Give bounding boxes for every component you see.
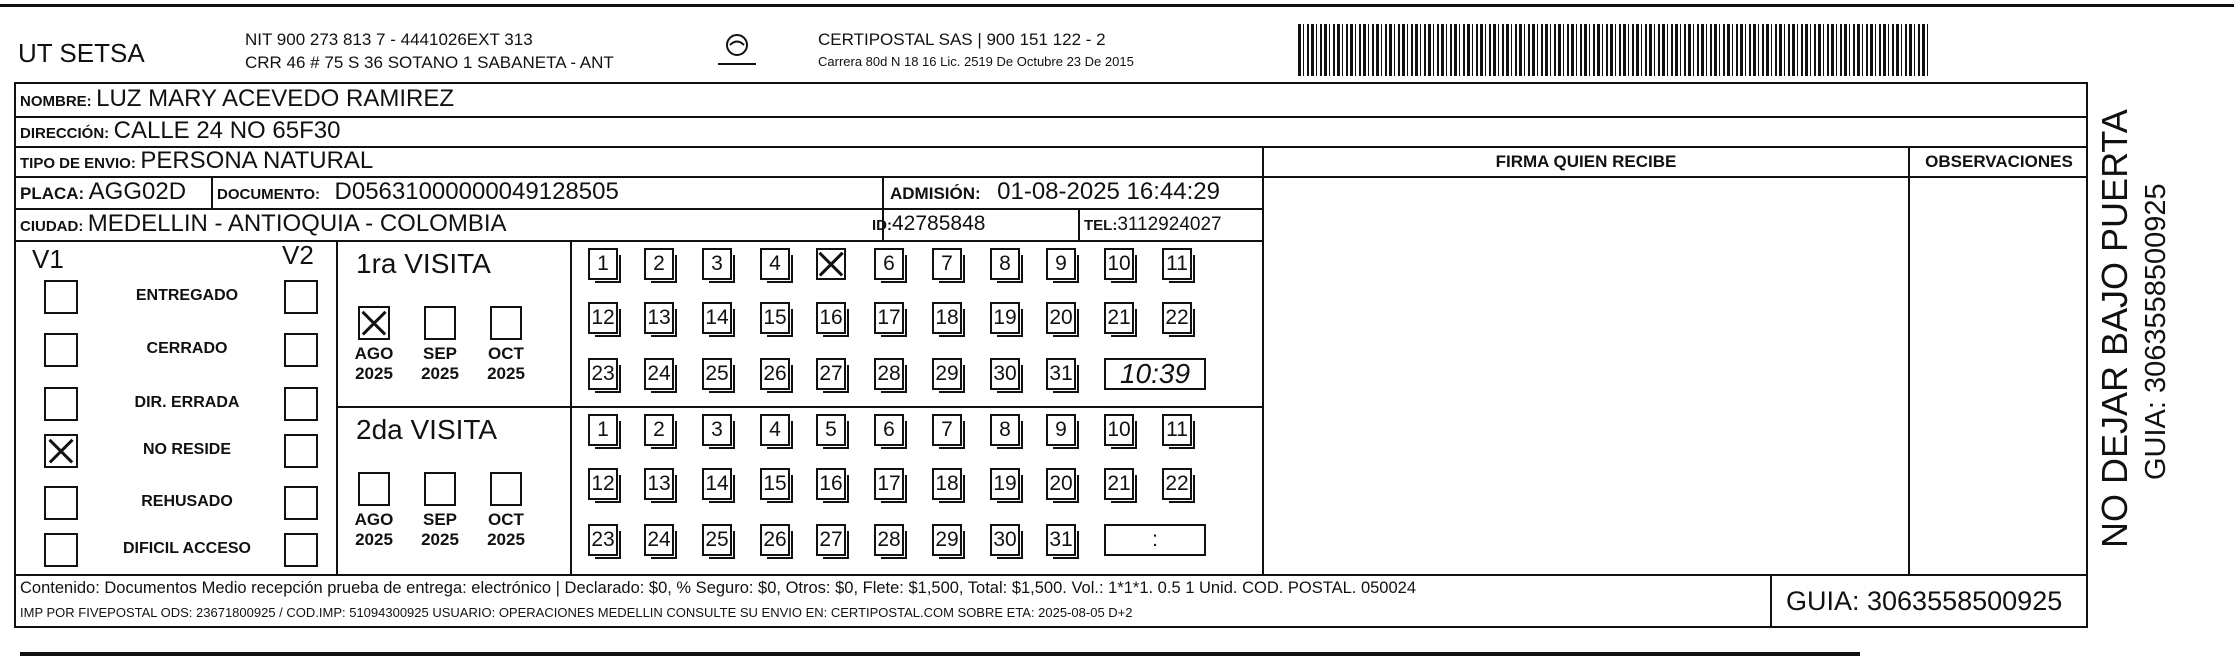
day-box[interactable]: 2 xyxy=(644,414,674,446)
day-box[interactable]: 10 xyxy=(1104,248,1134,280)
day-box[interactable]: 3 xyxy=(702,414,732,446)
company-name: UT SETSA xyxy=(18,38,145,68)
month-label xyxy=(476,344,536,384)
id-row xyxy=(872,212,985,236)
day-box[interactable]: 28 xyxy=(874,358,904,390)
tel-value: 3112924027 xyxy=(1117,214,1222,235)
day-box[interactable]: 9 xyxy=(1046,414,1076,446)
v1-checkbox[interactable] xyxy=(44,434,78,468)
col-divider xyxy=(570,240,572,574)
month-name: OCT xyxy=(488,510,524,529)
id-value: 42785848 xyxy=(892,212,986,235)
row-divider xyxy=(14,574,2088,576)
v2-checkbox[interactable] xyxy=(284,533,318,567)
firma-label: FIRMA QUIEN RECIBE xyxy=(1495,152,1677,171)
day-box[interactable]: 27 xyxy=(816,524,846,556)
day-box[interactable]: 17 xyxy=(874,302,904,334)
id-label: ID: xyxy=(872,217,892,234)
nombre-value: LUZ MARY ACEVEDO RAMIREZ xyxy=(96,85,454,112)
day-box[interactable]: 30 xyxy=(990,524,1020,556)
month-year: 2025 xyxy=(487,364,525,383)
contenido-text: Contenido: Documentos Medio recepción prueba de entrega: electrónico | Declarado: $0, % Seguro: $0, Otros: $0, Flete: $1,500, Total: $1,500. Vol.: 1*1*1. 0.5 1 Unid. COD. POSTAL. 050024 xyxy=(20,579,1417,597)
direccion-value: CALLE 24 NO 65F30 xyxy=(113,117,341,144)
day-box[interactable]: 26 xyxy=(760,358,790,390)
month-year: 2025 xyxy=(355,364,393,383)
status-label: REHUSADO xyxy=(141,493,233,510)
month-year: 2025 xyxy=(421,530,459,549)
day-box[interactable]: 13 xyxy=(644,302,674,334)
admision-value: 01-08-2025 16:44:29 xyxy=(997,178,1220,205)
v1-checkbox[interactable] xyxy=(44,486,78,520)
tel-label: TEL: xyxy=(1084,217,1118,234)
day-box[interactable]: 20 xyxy=(1046,468,1076,500)
status-label: ENTREGADO xyxy=(135,287,239,304)
month-year: 2025 xyxy=(487,530,525,549)
v1-header: V1 xyxy=(32,244,64,274)
month-label xyxy=(410,344,470,384)
day-box[interactable]: 6 xyxy=(874,248,904,280)
day-box[interactable]: 11 xyxy=(1162,414,1192,446)
placa-row xyxy=(20,178,186,206)
visit-title: 1ra VISITA xyxy=(356,248,491,279)
v1-checkbox[interactable] xyxy=(44,280,78,314)
documento-row xyxy=(217,178,619,206)
day-box[interactable]: 12 xyxy=(588,302,618,334)
tel-row xyxy=(1084,214,1222,236)
v2-header: V2 xyxy=(282,240,314,270)
v1-checkbox[interactable] xyxy=(44,333,78,367)
month-checkbox[interactable] xyxy=(424,472,456,506)
month-checkbox[interactable] xyxy=(490,472,522,506)
day-box[interactable]: 19 xyxy=(990,468,1020,500)
day-box[interactable]: 15 xyxy=(760,468,790,500)
col-divider xyxy=(1908,146,1910,574)
day-box[interactable]: 7 xyxy=(932,248,962,280)
day-box[interactable]: 8 xyxy=(990,414,1020,446)
month-checkbox[interactable] xyxy=(358,306,390,340)
time-box[interactable]: 10:39 xyxy=(1104,358,1206,390)
day-box[interactable]: 3 xyxy=(702,248,732,280)
day-box[interactable]: 2 xyxy=(644,248,674,280)
day-box[interactable]: 20 xyxy=(1046,302,1076,334)
day-box[interactable] xyxy=(816,248,846,280)
nombre-row xyxy=(20,85,454,113)
license-line: Carrera 80d N 18 16 Lic. 2519 De Octubre 23 De 2015 xyxy=(818,54,1134,69)
side-warning: NO DEJAR BAJO PUERTA xyxy=(2094,109,2135,548)
admision-label: ADMISIÓN: xyxy=(890,184,981,203)
tipo-value: PERSONA NATURAL xyxy=(140,147,374,174)
month-year: 2025 xyxy=(421,364,459,383)
month-checkbox[interactable] xyxy=(358,472,390,506)
month-year: 2025 xyxy=(355,530,393,549)
day-box[interactable]: 16 xyxy=(816,468,846,500)
month-checkbox[interactable] xyxy=(424,306,456,340)
v2-checkbox[interactable] xyxy=(284,333,318,367)
day-box[interactable]: 18 xyxy=(932,302,962,334)
day-box[interactable]: 10 xyxy=(1104,414,1134,446)
day-box[interactable]: 30 xyxy=(990,358,1020,390)
month-label xyxy=(344,510,404,550)
status-label: CERRADO xyxy=(146,340,228,357)
day-box[interactable]: 27 xyxy=(816,358,846,390)
day-box[interactable]: 29 xyxy=(932,524,962,556)
day-box[interactable]: 17 xyxy=(874,468,904,500)
v1-checkbox[interactable] xyxy=(44,387,78,421)
day-box[interactable]: 23 xyxy=(588,358,618,390)
month-name: AGO xyxy=(354,510,394,529)
carrier-logo xyxy=(712,30,762,70)
row-divider xyxy=(1262,176,2088,178)
day-box[interactable]: 23 xyxy=(588,524,618,556)
placa-label: PLACA: xyxy=(20,184,85,203)
day-box[interactable]: 1 xyxy=(588,248,618,280)
visit-title: 2da VISITA xyxy=(356,414,498,445)
row-divider xyxy=(14,240,1262,242)
month-name: AGO xyxy=(354,344,394,363)
day-box[interactable]: 15 xyxy=(760,302,790,334)
day-box[interactable]: 31 xyxy=(1046,524,1076,556)
month-label xyxy=(476,510,536,550)
observaciones-label: OBSERVACIONES xyxy=(1925,152,2073,171)
day-box[interactable]: 25 xyxy=(702,358,732,390)
v2-checkbox[interactable] xyxy=(284,486,318,520)
day-box[interactable]: 28 xyxy=(874,524,904,556)
day-box[interactable]: 21 xyxy=(1104,302,1134,334)
tipo-row xyxy=(20,147,373,175)
day-box[interactable]: 11 xyxy=(1162,248,1192,280)
day-box[interactable]: 26 xyxy=(760,524,790,556)
v2-checkbox[interactable] xyxy=(284,434,318,468)
ciudad-value: MEDELLIN - ANTIOQUIA - COLOMBIA xyxy=(87,210,507,237)
day-box[interactable]: 1 xyxy=(588,414,618,446)
month-name: SEP xyxy=(422,510,458,529)
status-label: DIFICIL ACCESO xyxy=(122,540,251,557)
month-name: SEP xyxy=(422,344,458,363)
month-checkbox[interactable] xyxy=(490,306,522,340)
placa-value: AGG02D xyxy=(88,178,187,205)
day-box[interactable]: 4 xyxy=(760,414,790,446)
col-divider xyxy=(1262,146,1264,574)
documento-value: D05631000000049128505 xyxy=(334,178,619,205)
day-box[interactable]: 22 xyxy=(1162,468,1192,500)
day-box[interactable]: 21 xyxy=(1104,468,1134,500)
col-divider xyxy=(211,176,213,208)
admision-row xyxy=(890,178,1220,206)
imp-text: IMP POR FIVEPOSTAL ODS: 23671800925 / COD.IMP: 51094300925 USUARIO: OPERACIONES MEDELLIN CONSULTE SU ENVIO EN: CERTIPOSTAL.COM SOBRE ETA: 2025-08-05 D+2 xyxy=(20,605,1133,620)
v1-checkbox[interactable] xyxy=(44,533,78,567)
address-line: CRR 46 # 75 S 36 SOTANO 1 SABANETA - ANT xyxy=(245,53,614,72)
day-box[interactable]: 7 xyxy=(932,414,962,446)
day-box[interactable]: 25 xyxy=(702,524,732,556)
day-box[interactable]: 29 xyxy=(932,358,962,390)
nit-line: NIT 900 273 813 7 - 4441026EXT 313 xyxy=(245,30,533,49)
day-box[interactable]: 12 xyxy=(588,468,618,500)
day-box[interactable]: 16 xyxy=(816,302,846,334)
day-box[interactable]: 5 xyxy=(816,414,846,446)
direccion-label: DIRECCIÓN: xyxy=(20,125,110,142)
day-box[interactable]: 31 xyxy=(1046,358,1076,390)
status-label: NO RESIDE xyxy=(142,441,231,458)
ciudad-row xyxy=(20,210,507,238)
day-box[interactable]: 18 xyxy=(932,468,962,500)
day-box[interactable]: 24 xyxy=(644,524,674,556)
day-box[interactable]: 22 xyxy=(1162,302,1192,334)
footer-guia: GUIA: 3063558500925 xyxy=(1786,586,2063,616)
month-label xyxy=(410,510,470,550)
tipo-label: TIPO DE ENVIO: xyxy=(20,155,136,172)
day-box[interactable]: 13 xyxy=(644,468,674,500)
v2-checkbox[interactable] xyxy=(284,387,318,421)
side-guia: GUIA: 3063558500925 xyxy=(2140,183,2172,480)
day-box[interactable]: 19 xyxy=(990,302,1020,334)
time-box[interactable]: : xyxy=(1104,524,1206,556)
day-box[interactable]: 24 xyxy=(644,358,674,390)
day-box[interactable]: 9 xyxy=(1046,248,1076,280)
day-box[interactable]: 14 xyxy=(702,302,732,334)
carrier-line: CERTIPOSTAL SAS | 900 151 122 - 2 xyxy=(818,30,1106,49)
col-divider xyxy=(1770,576,1772,628)
month-name: OCT xyxy=(488,344,524,363)
day-box[interactable]: 8 xyxy=(990,248,1020,280)
v2-checkbox[interactable] xyxy=(284,280,318,314)
bottom-edge-line xyxy=(20,652,1860,656)
documento-label: DOCUMENTO: xyxy=(217,186,321,203)
day-box[interactable]: 14 xyxy=(702,468,732,500)
day-box[interactable]: 6 xyxy=(874,414,904,446)
day-box[interactable]: 4 xyxy=(760,248,790,280)
nombre-label: NOMBRE: xyxy=(20,93,92,110)
top-edge-line xyxy=(0,4,2234,7)
direccion-row xyxy=(20,117,340,145)
col-divider xyxy=(1078,208,1080,240)
barcode xyxy=(1298,24,1928,76)
visit-divider xyxy=(336,406,1262,408)
status-label: DIR. ERRADA xyxy=(134,394,240,411)
month-label xyxy=(344,344,404,384)
ciudad-label: CIUDAD: xyxy=(20,218,84,235)
